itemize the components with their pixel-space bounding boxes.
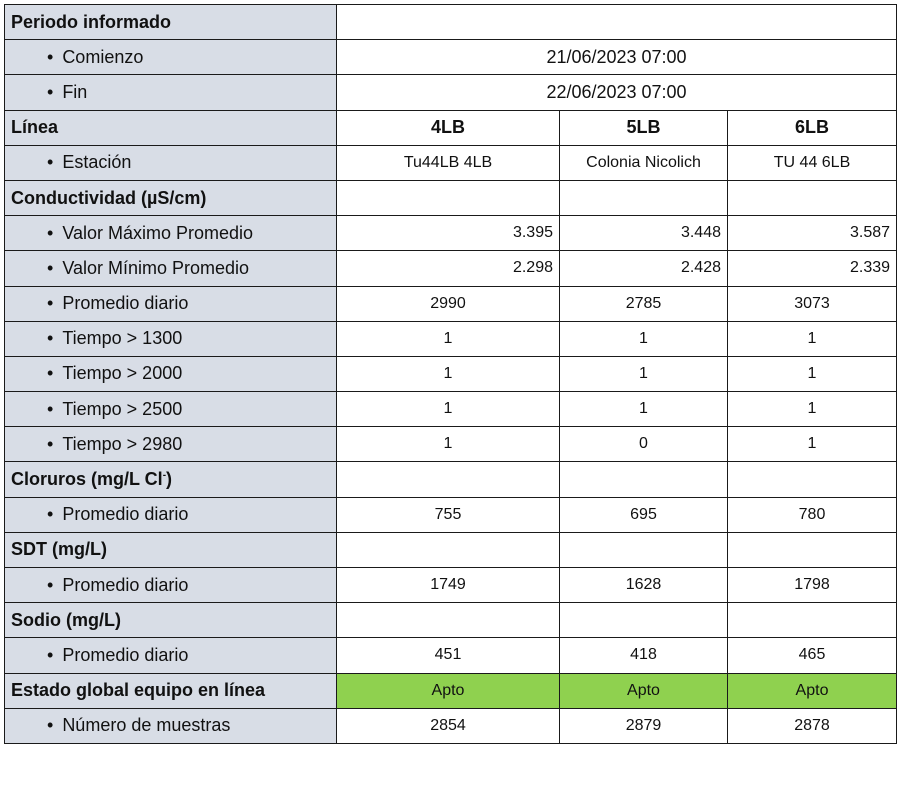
row-label: • Promedio diario <box>5 638 337 673</box>
row-tiempo-2980 <box>5 427 897 462</box>
data-cell: 2878 <box>728 708 897 743</box>
empty-cell <box>337 462 560 497</box>
row-conductividad <box>5 180 897 215</box>
section-label-periodo: Periodo informado <box>5 5 337 40</box>
cloruros-label-close: ) <box>166 469 173 490</box>
row-label: • Tiempo > 2000 <box>5 356 337 391</box>
row-periodo-informado <box>5 5 897 40</box>
data-cell: 465 <box>728 638 897 673</box>
data-cell: 1 <box>337 356 560 391</box>
row-label-fin: • Fin <box>5 75 337 110</box>
row-numero-muestras <box>5 708 897 743</box>
empty-cell <box>337 603 560 638</box>
row-label: • Valor Máximo Promedio <box>5 216 337 251</box>
row-promedio-diario-sdt <box>5 568 897 603</box>
data-cell: 1 <box>560 356 728 391</box>
row-label: • Valor Mínimo Promedio <box>5 251 337 286</box>
row-cloruros <box>5 462 897 497</box>
data-cell: 1749 <box>337 568 560 603</box>
empty-cell <box>337 180 560 215</box>
chloride-superscript: - <box>162 470 167 482</box>
section-label-sodio: Sodio (mg/L) <box>5 603 337 638</box>
row-comienzo <box>5 40 897 75</box>
data-cell: 0 <box>560 427 728 462</box>
row-label: • Promedio diario <box>5 497 337 532</box>
column-header-6lb: 6LB <box>728 110 897 145</box>
row-tiempo-2000 <box>5 356 897 391</box>
row-valor-maximo <box>5 216 897 251</box>
row-label-comienzo: • Comienzo <box>5 40 337 75</box>
section-label-estado: Estado global equipo en línea <box>5 673 337 708</box>
data-cell: 1 <box>337 392 560 427</box>
empty-cell <box>560 532 728 567</box>
estacion-value: TU 44 6LB <box>728 145 897 180</box>
data-cell: 3.448 <box>560 216 728 251</box>
data-cell: 695 <box>560 497 728 532</box>
empty-cell <box>728 532 897 567</box>
empty-cell <box>728 462 897 497</box>
empty-cell <box>337 532 560 567</box>
row-tiempo-2500 <box>5 392 897 427</box>
data-cell: 2785 <box>560 286 728 321</box>
row-label: • Tiempo > 2500 <box>5 392 337 427</box>
section-label-conductividad: Conductividad (µS/cm) <box>5 180 337 215</box>
data-cell: 3073 <box>728 286 897 321</box>
row-valor-minimo <box>5 251 897 286</box>
data-cell: 1 <box>728 356 897 391</box>
data-cell: 1 <box>560 392 728 427</box>
data-cell: 780 <box>728 497 897 532</box>
row-label: • Tiempo > 1300 <box>5 321 337 356</box>
data-cell: 2854 <box>337 708 560 743</box>
row-fin <box>5 75 897 110</box>
row-label: • Promedio diario <box>5 286 337 321</box>
row-linea <box>5 110 897 145</box>
row-tiempo-1300 <box>5 321 897 356</box>
section-label-cloruros <box>5 462 337 497</box>
row-promedio-diario-sodio <box>5 638 897 673</box>
empty-cell <box>560 462 728 497</box>
cloruros-label-text: Cloruros (mg/L Cl <box>11 469 163 490</box>
column-header-4lb: 4LB <box>337 110 560 145</box>
data-cell: 1 <box>728 392 897 427</box>
data-cell: 3.587 <box>728 216 897 251</box>
data-cell: 451 <box>337 638 560 673</box>
row-sodio <box>5 603 897 638</box>
row-label-estacion: • Estación <box>5 145 337 180</box>
fin-value: 22/06/2023 07:00 <box>337 75 897 110</box>
data-cell: 1 <box>728 321 897 356</box>
estacion-value: Colonia Nicolich <box>560 145 728 180</box>
row-label: • Número de muestras <box>5 708 337 743</box>
water-quality-report-table <box>4 4 897 744</box>
data-cell: 1798 <box>728 568 897 603</box>
row-label: • Tiempo > 2980 <box>5 427 337 462</box>
data-cell: 418 <box>560 638 728 673</box>
data-cell: 2879 <box>560 708 728 743</box>
empty-cell <box>560 603 728 638</box>
row-promedio-diario-cloruros <box>5 497 897 532</box>
data-cell: 2990 <box>337 286 560 321</box>
row-estado-global <box>5 673 897 708</box>
status-badge: Apto <box>560 673 728 708</box>
status-badge: Apto <box>337 673 560 708</box>
data-cell: 3.395 <box>337 216 560 251</box>
data-cell: 2.428 <box>560 251 728 286</box>
section-label-sdt: SDT (mg/L) <box>5 532 337 567</box>
empty-cell <box>337 5 897 40</box>
data-cell: 2.298 <box>337 251 560 286</box>
comienzo-value: 21/06/2023 07:00 <box>337 40 897 75</box>
data-cell: 1 <box>728 427 897 462</box>
data-cell: 755 <box>337 497 560 532</box>
estacion-value: Tu44LB 4LB <box>337 145 560 180</box>
data-cell: 2.339 <box>728 251 897 286</box>
column-header-5lb: 5LB <box>560 110 728 145</box>
row-label: • Promedio diario <box>5 568 337 603</box>
data-cell: 1 <box>337 321 560 356</box>
data-cell: 1 <box>560 321 728 356</box>
status-badge: Apto <box>728 673 897 708</box>
section-label-linea: Línea <box>5 110 337 145</box>
row-sdt <box>5 532 897 567</box>
empty-cell <box>560 180 728 215</box>
row-promedio-diario-conductividad <box>5 286 897 321</box>
data-cell: 1 <box>337 427 560 462</box>
empty-cell <box>728 603 897 638</box>
data-cell: 1628 <box>560 568 728 603</box>
row-estacion <box>5 145 897 180</box>
empty-cell <box>728 180 897 215</box>
